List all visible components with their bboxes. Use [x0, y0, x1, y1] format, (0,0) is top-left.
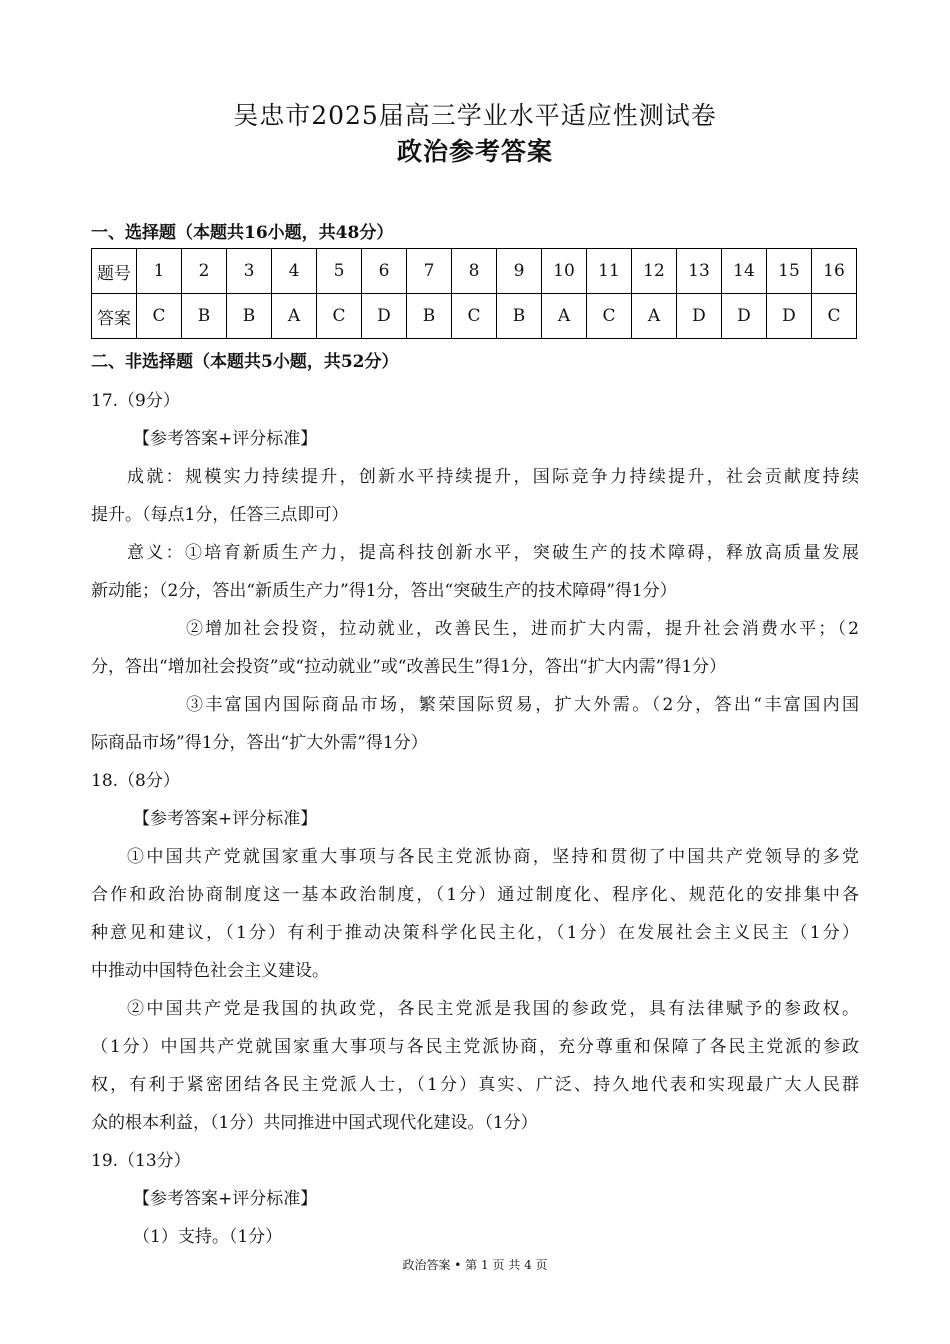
- answer-cell: D: [677, 294, 722, 339]
- question-number-cell: 1: [137, 249, 182, 294]
- answer-line: （1分）中国共产党就国家重大事项与各民主党派协商，充分尊重和保障了各民主党派的参政: [91, 1037, 859, 1057]
- answer-cell: D: [722, 294, 767, 339]
- answer-line: ①中国共产党就国家重大事项与各民主党派协商，坚持和贯彻了中国共产党领导的多党: [127, 847, 859, 867]
- document-title: 吴忠市2025届高三学业水平适应性测试卷: [233, 101, 717, 130]
- answer-line: 新动能；（2分，答出“新质生产力”得1分，答出“突破生产的技术障碍”得1分）: [91, 581, 677, 601]
- answer-line: 意义：①培育新质生产力，提高科技创新水平，突破生产的技术障碍，释放高质量发展: [127, 543, 859, 563]
- question-number-cell: 11: [587, 249, 632, 294]
- table-row-numbers: [92, 249, 857, 294]
- question-title: 18.（8分）: [91, 771, 180, 791]
- standard-label: 【参考答案+评分标准】: [133, 809, 318, 829]
- answer-line: 中推动中国特色社会主义建设。: [91, 961, 329, 981]
- answer-line: 际商品市场”得1分，答出“扩大外需”得1分）: [91, 733, 428, 753]
- question-number-cell: 15: [767, 249, 812, 294]
- document-subtitle: 政治参考答案: [396, 137, 553, 166]
- standard-label: 【参考答案+评分标准】: [133, 429, 318, 449]
- answer-line: 成就：规模实力持续提升，创新水平持续提升，国际竞争力持续提升，社会贡献度持续: [127, 467, 859, 487]
- answer-cell: A: [632, 294, 677, 339]
- answer-cell: B: [497, 294, 542, 339]
- answer-line: ③丰富国内国际商品市场，繁荣国际贸易，扩大外需。（2分，答出“丰富国内国: [186, 695, 859, 715]
- question-number-cell: 12: [632, 249, 677, 294]
- question-number-cell: 3: [227, 249, 272, 294]
- question-number-cell: 5: [317, 249, 362, 294]
- answer-line: 权，有利于紧密团结各民主党派人士，（1分）真实、广泛、持久地代表和实现最广大人民群: [91, 1075, 859, 1095]
- answer-cell: C: [137, 294, 182, 339]
- question-number-cell: 6: [362, 249, 407, 294]
- answer-cell: A: [272, 294, 317, 339]
- answer-cell: C: [452, 294, 497, 339]
- question-number-cell: 16: [812, 249, 857, 294]
- question-number-cell: 13: [677, 249, 722, 294]
- answer-line: 众的根本利益，（1分）共同推进中国式现代化建设。（1分）: [91, 1113, 538, 1133]
- question-number-cell: 2: [182, 249, 227, 294]
- answer-line: 种意见和建议，（1分）有利于推动决策科学化民主化，（1分）在发展社会主义民主（1分）: [91, 923, 859, 943]
- answer-line: ②增加社会投资，拉动就业，改善民生，进而扩大内需，提升社会消费水平；（2: [186, 619, 859, 639]
- question-number-cell: 8: [452, 249, 497, 294]
- answer-cell: B: [227, 294, 272, 339]
- question-number-cell: 9: [497, 249, 542, 294]
- answer-cell: D: [362, 294, 407, 339]
- question-number-cell: 10: [542, 249, 587, 294]
- question-title: 19.（13分）: [91, 1151, 191, 1171]
- standard-label: 【参考答案+评分标准】: [133, 1189, 318, 1209]
- answer-cell: B: [407, 294, 452, 339]
- answer-cell: A: [542, 294, 587, 339]
- answer-line: 提升。（每点1分，任答三点即可）: [91, 505, 349, 525]
- section-heading-choice: 一、选择题（本题共16小题，共48分）: [91, 223, 394, 243]
- question-number-cell: 7: [407, 249, 452, 294]
- answer-cell: D: [767, 294, 812, 339]
- page-footer: 政治答案 • 第 1 页 共 4 页: [402, 1258, 548, 1272]
- answer-line: ②中国共产党是我国的执政党，各民主党派是我国的参政党，具有法律赋予的参政权。: [127, 999, 859, 1019]
- answer-line: 合作和政治协商制度这一基本政治制度，（1分）通过制度化、程序化、规范化的安排集中各: [91, 885, 859, 905]
- question-number-cell: 14: [722, 249, 767, 294]
- table-row-answers: [92, 294, 857, 339]
- answer-line: 分，答出“增加社会投资”或“拉动就业”或“改善民生”得1分，答出“扩大内需”得1分）: [91, 657, 727, 677]
- question-number-cell: 4: [272, 249, 317, 294]
- table-header-cell: 题号: [92, 249, 137, 294]
- question-title: 17.（9分）: [91, 391, 180, 411]
- answer-cell: C: [587, 294, 632, 339]
- answer-cell: C: [812, 294, 857, 339]
- answer-cell: B: [182, 294, 227, 339]
- table-header-cell: 答案: [92, 294, 137, 339]
- section-heading-nonchoice: 二、非选择题（本题共5小题，共52分）: [91, 352, 399, 372]
- answer-line: （1）支持。（1分）: [133, 1227, 283, 1247]
- answer-table: [91, 248, 857, 339]
- answer-cell: C: [317, 294, 362, 339]
